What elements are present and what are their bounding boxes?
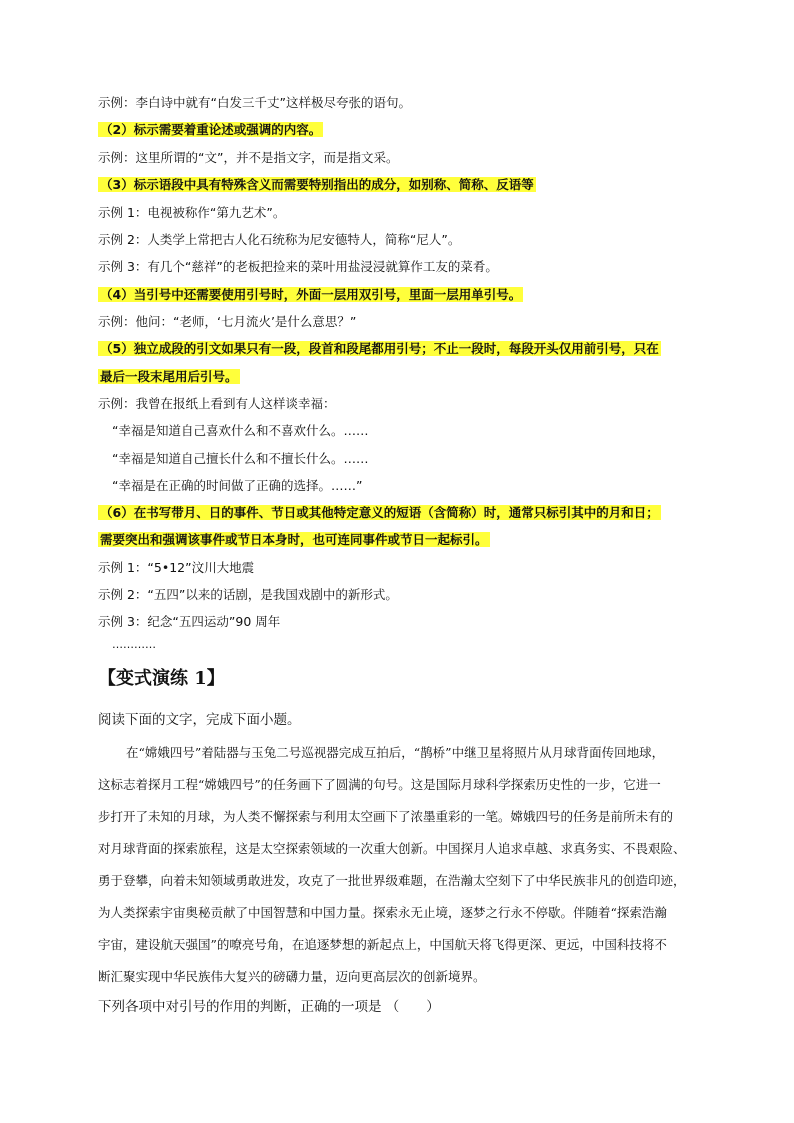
rule-4-heading: （4）当引号中还需要使用引号时，外面一层用双引号，里面一层用单引号。 [100,287,522,302]
example-line: 示例 3：有几个“慈祥”的老板把捡来的菜叶用盐浸浸就算作工友的菜肴。 [98,259,498,274]
rule-3-heading: （3）标示语段中具有特殊含义而需要特别指出的成分，如别称、简称、反语等 [100,177,534,192]
passage-line: 勇于登攀，向着未知领域勇敢进发，攻克了一批世界级难题，在浩瀚太空刻下了中华民族非凡的创造印迹， [98,873,686,888]
example-line: 示例：李白诗中就有“白发三千丈”这样极尽夸张的语句。 [98,95,411,110]
rule-2-heading: （2）标示需要着重论述或强调的内容。 [100,122,322,137]
ellipsis-line: ………… [112,638,156,651]
passage-line: 对月球背面的探索旅程，这是太空探索领域的一次重大创新。中国探月人追求卓越、求真务实、不畏艰险、 [98,841,686,856]
quote-line: “幸福是知道自己擅长什么和不擅长什么。…… [112,451,369,466]
example-line: 示例 2：“五四”以来的话剧，是我国戏剧中的新形式。 [98,587,398,602]
example-line: 示例 1：电视被称作“第九艺术”。 [98,205,286,220]
example-line: 示例：我曾在报纸上看到有人这样谈幸福： [98,396,336,411]
example-line: 示例 1：“5•12”汶川大地震 [98,560,255,575]
quote-line: “幸福是在正确的时间做了正确的选择。……” [112,478,363,493]
passage-line: 断汇聚实现中华民族伟大复兴的磅礴力量，迈向更高层次的创新境界。 [98,969,486,984]
passage-line: 宇宙，建设航天强国”的嘹亮号角，在追逐梦想的新起点上，中国航天将飞得更深、更远，中国科技将不 [98,937,667,952]
question-stem: 下列各项中对引号的作用的判断，正确的一项是 （ ） [98,999,440,1015]
example-line: 示例：他问：“老师，‘七月流火’是什么意思？” [98,314,357,329]
rule-5-heading-cont: 最后一段末尾用后引号。 [100,369,238,384]
quote-line: “幸福是知道自己喜欢什么和不喜欢什么。…… [112,423,369,438]
section-heading: 【变式演练 1】 [98,668,225,689]
passage-line: 为人类探索宇宙奥秘贡献了中国智慧和中国力量。探索永无止境，逐梦之行永不停歇。伴随着“探索浩瀚 [98,905,667,920]
example-line: 示例：这里所谓的“文”，并不是指文字，而是指文采。 [98,150,399,165]
passage-line: 在“嫦娥四号”着陆器与玉兔二号巡视器完成互拍后，“鹊桥”中继卫星将照片从月球背面传回地球， [126,745,665,760]
example-line: 示例 3：纪念“五四运动”90 周年 [98,614,281,629]
rule-6-heading-cont: 需要突出和强调该事件或节日本身时，也可连同事件或节日一起标引。 [100,532,488,547]
passage-line: 这标志着探月工程“嫦娥四号”的任务画下了圆满的句号。这是国际月球科学探索历史性的一步，它进一 [98,777,661,792]
rule-6-heading: （6）在书写带月、日的事件、节日或其他特定意义的短语（含简称）时，通常只标引其中的月和日； [100,505,659,520]
example-line: 示例 2：人类学上常把古人化石统称为尼安德特人，简称“尼人”。 [98,232,461,247]
rule-5-heading: （5）独立成段的引文如果只有一段，段首和段尾都用引号；不止一段时，每段开头仅用前引号，只在 [100,341,659,356]
passage-line: 步打开了未知的月球，为人类不懈探索与利用太空画下了浓墨重彩的一笔。嫦娥四号的任务是前所未有的 [98,809,674,824]
exercise-instruction: 阅读下面的文字，完成下面小题。 [98,712,301,728]
